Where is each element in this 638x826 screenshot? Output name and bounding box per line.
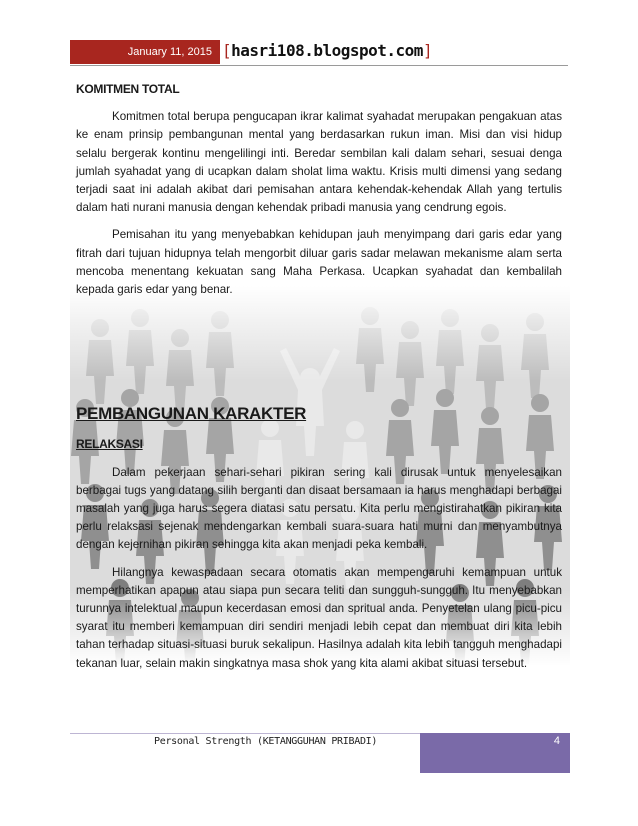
paragraph: Dalam pekerjaan sehari-sehari pikiran sering kali dirusak untuk menyelesaikan berbagai tugs yang datang silih berganti dan disaat bersamaan ia harus menghadapi berbagai masalah yang juga harus segera diatasi satu persatu. Kita perlu mengistirahatkan pikiran kita perlu relaksasi sejenak mendengarkan kembali suara-suara hati murni dan menyambutnya dengan kejernihan pikiran sehingga kita akan menjadi peka kembali. — [76, 465, 562, 552]
header-rule — [70, 65, 568, 66]
paragraph: Hilangnya kewaspadaan secara otomatis akan mempengaruhi kemampuan untuk memperhatikan apapun atau siapa pun secara teliti dan sungguh-sungguh. Itu menyebabkan turunnya intelektual maupun kecerdasan emosi dan spritual anda. Penyetelan ulang picu-picu syarat itu memberi kemampuan diri sendiri menjadi lebih cepat dan membuat diri kita lebih tahan terhadap situasi-situasi buruk sekalipun. Hasilnya adalah kita lebih tangguh menghadapi tekanan luar, selain makin singkatnya masa shok yang kita alami akibat situasi tersebut. — [76, 565, 562, 670]
page-content — [76, 80, 562, 673]
site-bracket-close: ] — [422, 41, 433, 60]
paragraph: Pemisahan itu yang menyebabkan kehidupan jauh menyimpang dari garis edar yang fitrah dari tujuan hidupnya telah mengorbit diluar garis sadar melawan mekanisme alam serta mencoba menentang kekuatan sang Maha Perkasa. Ucapkan syahadat dan kembalilah kepada garis edar yang benar. — [76, 228, 562, 297]
footer-title: Personal Strength (KETANGGUHAN PRIBADI) — [154, 736, 378, 747]
site-bracket-open: [ — [222, 41, 232, 60]
section-title-komitmen: KOMITMEN TOTAL — [76, 82, 180, 96]
site-name: hasri108.blogspot.com — [231, 41, 423, 60]
header-date: January 11, 2015 — [70, 40, 220, 64]
header-site-title — [222, 38, 432, 64]
page-number: 4 — [420, 733, 570, 773]
paragraph: Komitmen total berupa pengucapan ikrar kalimat syahadat merupakan pengakuan atas ke enam prinsip pembangunan mental yang berdasarkan rukun iman. Misi dan visi hidup selalu bergerak kontinu mengelilingi inti. Beredar sembilan kali dalam sehari, sesuai denga jumlah syahadat yang di ucapkan dalam sholat lima waktu. Krisis multi dimensi yang sedang terjadi saat ini adalah akibat dari pemisahan antara kehendak-kehendak Allah yang tertulis dalam hati nurani manusia dengan kehendak pribadi manusia yang cendrung egois. — [76, 110, 562, 215]
chapter-title-pembangunan-karakter: PEMBANGUNAN KARAKTER — [76, 404, 307, 424]
spacer — [76, 299, 562, 405]
section-title-relaksasi: RELAKSASI — [76, 437, 143, 452]
